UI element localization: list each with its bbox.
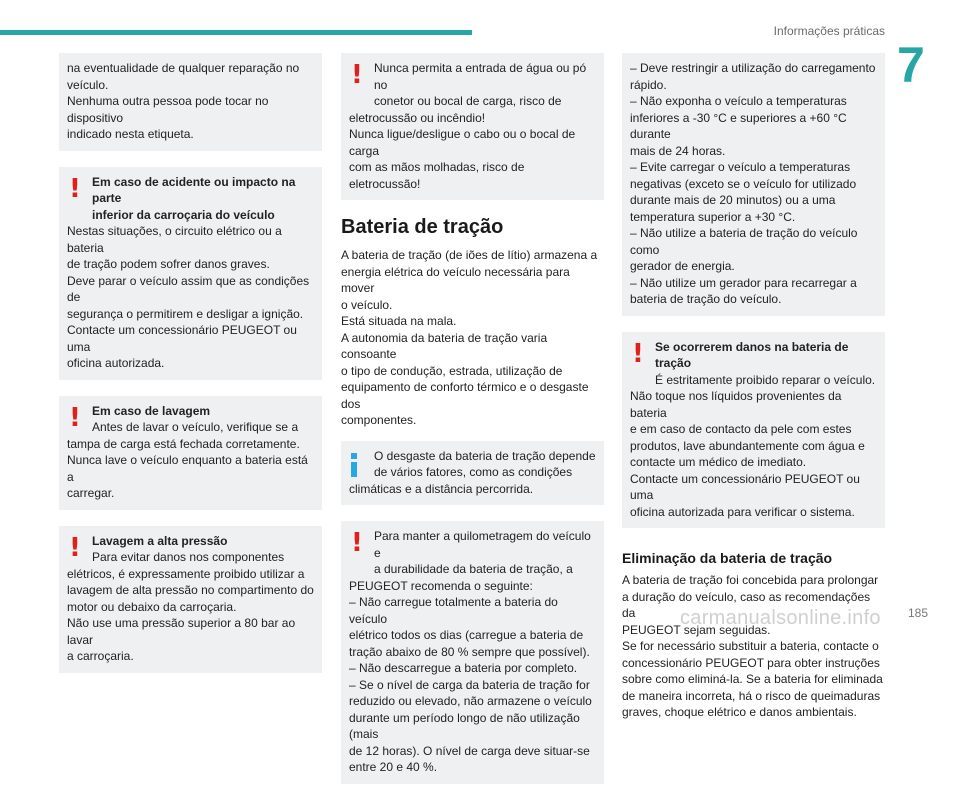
text-line: na eventualidade de qualquer reparação no <box>67 61 300 75</box>
warning-box-accident <box>59 167 322 380</box>
section-title: Informações práticas <box>773 24 885 38</box>
paragraph <box>622 572 885 721</box>
text-line: oficina autorizada para verificar o sistema. <box>630 504 855 519</box>
chapter-number: 7 <box>897 37 925 93</box>
text-line: Contacte um concessionário PEUGEOT ou uma <box>630 471 860 502</box>
text-line: elétrico todos os dias (carregue a bateria de <box>349 628 584 642</box>
text-line: – Evite carregar o veículo a temperaturas <box>630 160 851 174</box>
text-line: reduzido ou elevado, não armazene o veículo <box>349 694 592 708</box>
text-line: temperatura superior a +30 °C. <box>630 209 796 224</box>
warning-exclamation-icon: ! <box>69 532 81 563</box>
text-line: entre 20 e 40 %. <box>349 760 438 774</box>
text-line: Está situada na mala. <box>341 314 457 328</box>
info-icon <box>351 453 357 477</box>
text-line: Se for necessário substituir a bateria, contacte o <box>622 639 879 653</box>
text-line: mais de 24 horas. <box>630 143 726 158</box>
text-line: o veículo. <box>341 297 393 312</box>
text-line: negativas (exceto se o veículo for utilizado <box>630 176 857 191</box>
text-line: Para manter a quilometragem do veículo e <box>374 529 591 560</box>
warning-box-water <box>341 53 604 200</box>
text-line: lavagem de alta pressão no compartimento do <box>67 583 314 597</box>
warning-exclamation-icon: ! <box>69 402 81 433</box>
text-line: produtos, lave abundantemente com água e <box>630 438 865 453</box>
text-line: eletrocussão ou incêndio! <box>349 110 486 125</box>
text-line: a duração do veículo, caso as recomendações da <box>622 589 871 620</box>
warning-box-washing <box>59 396 322 510</box>
text-line: de 12 horas). O nível de carga deve situar-se <box>349 743 590 758</box>
text-line: de vários fatores, como as condições <box>374 465 573 479</box>
text-line: Para evitar danos nos componentes <box>92 550 285 564</box>
text-line: a carroçaria. <box>67 649 134 663</box>
note-box-label-info <box>59 53 322 151</box>
text-line: componentes. <box>341 413 417 427</box>
text-line: durante mais de 20 minutos) ou a uma <box>630 193 836 207</box>
text-line: segurança o permitirem e desligar a ignição. <box>67 306 304 321</box>
text-line: – Se o nível de carga da bateria de tração for <box>349 677 590 692</box>
text-line: rápido. <box>630 77 667 92</box>
text-line: Nunca ligue/desligue o cabo ou o bocal de carga <box>349 127 576 158</box>
text-line: – Não utilize um gerador para recarregar a <box>630 275 857 290</box>
text-line: graves, choque elétrico e danos ambientais. <box>622 705 857 719</box>
page-number: 185 <box>907 606 928 620</box>
text-line: e em caso de contacto da pele com estes <box>630 422 852 436</box>
text-line: Não use uma pressão superior a 80 bar ao lavar <box>67 616 296 647</box>
warning-box-mileage <box>341 521 604 784</box>
text-line: elétricos, é expressamente proibido utilizar a <box>67 566 305 581</box>
text-line: carregar. <box>67 486 115 500</box>
text-line: Nunca permita a entrada de água ou pó no <box>374 61 587 92</box>
text-line: climáticas e a distância percorrida. <box>349 481 534 496</box>
text-line: Contacte um concessionário PEUGEOT ou uma <box>67 323 297 354</box>
text-line: contacte um médico de imediato. <box>630 455 807 469</box>
watermark: carmanualsonline.info <box>680 607 881 629</box>
info-box-wear <box>341 441 604 506</box>
header-accent-bar <box>0 30 472 35</box>
text-line: – Não carregue totalmente a bateria do veículo <box>349 595 558 626</box>
text-line: de maneira incorreta, há o risco de queimaduras <box>622 688 881 703</box>
column-3 <box>622 53 885 733</box>
text-line: O desgaste da bateria de tração depende <box>374 448 596 463</box>
warning-title: Em caso de acidente ou impacto na parte <box>92 174 296 205</box>
warning-title: Lavagem a alta pressão <box>92 533 228 548</box>
note-box-recommendations <box>622 53 885 316</box>
text-line: – Não exponha o veículo a temperaturas <box>630 94 847 108</box>
warning-box-battery-damage <box>622 332 885 529</box>
text-line: É estritamente proibido reparar o veículo. <box>655 372 876 387</box>
text-line: oficina autorizada. <box>67 356 165 370</box>
text-line: – Não descarregue a bateria por completo. <box>349 661 578 675</box>
text-line: – Deve restringir a utilização do carregamento <box>630 61 876 75</box>
text-line: A bateria de tração (de iões de lítio) armazena a <box>341 248 598 262</box>
warning-title: Se ocorrerem danos na bateria de tração <box>655 339 849 370</box>
text-line: PEUGEOT sejam seguidas. <box>622 622 771 637</box>
text-line: gerador de energia. <box>630 259 735 273</box>
text-line: Antes de lavar o veículo, verifique se a <box>92 420 299 434</box>
text-line: Nenhuma outra pessoa pode tocar no dispositivo <box>67 94 269 125</box>
text-line: Nunca lave o veículo enquanto a bateria está a <box>67 453 308 484</box>
text-line: concessionário PEUGEOT para obter instruções <box>622 655 880 670</box>
column-1 <box>59 53 322 689</box>
text-line: motor ou debaixo da carroçaria. <box>67 599 237 614</box>
text-line: durante um período longo de não utilização (mais <box>349 710 580 741</box>
text-line: Não toque nos líquidos provenientes da bateria <box>630 389 842 420</box>
subsection-heading: Eliminação da bateria de tração <box>622 550 833 566</box>
paragraph <box>341 247 604 429</box>
warning-box-high-pressure <box>59 526 322 673</box>
warning-exclamation-icon: ! <box>351 528 363 558</box>
warning-title: Em caso de lavagem <box>92 403 211 418</box>
text-line: a durabilidade da bateria de tração, a <box>374 562 573 576</box>
warning-exclamation-icon: ! <box>632 338 644 369</box>
text-line: com as mãos molhadas, risco de eletrocussão! <box>349 160 525 191</box>
text-line: Nestas situações, o circuito elétrico ou a bateria <box>67 224 282 255</box>
text-line: bateria de tração do veículo. <box>630 292 782 306</box>
warning-title: inferior da carroçaria do veículo <box>92 207 275 222</box>
warning-exclamation-icon: ! <box>351 60 363 90</box>
text-line: indicado nesta etiqueta. <box>67 127 194 141</box>
text-line: PEUGEOT recomenda o seguinte: <box>349 578 533 593</box>
text-line: energia elétrica do veículo necessária para mover <box>341 264 570 295</box>
text-line: A bateria de tração foi concebida para prolongar <box>622 573 879 587</box>
text-line: inferiores a -30 °C e superiores a +60 °C durante <box>630 110 847 141</box>
text-line: sobre como eliminá-la. Se a bateria for eliminada <box>622 672 883 686</box>
text-line: de tração podem sofrer danos graves. <box>67 257 270 271</box>
text-line: veículo. <box>67 77 109 92</box>
text-line: – Não utilize a bateria de tração do veículo como <box>630 226 858 257</box>
text-line: tampa de carga está fechada corretamente. <box>67 436 300 451</box>
text-line: o tipo de condução, estrada, utilização de <box>341 363 563 378</box>
section-heading: Bateria de tração <box>341 216 504 238</box>
text-line: Deve parar o veículo assim que as condições de <box>67 273 310 304</box>
text-line: A autonomia da bateria de tração varia consoante <box>341 330 548 361</box>
text-line: conetor ou bocal de carga, risco de <box>374 94 562 108</box>
text-line: equipamento de conforto térmico e o desgaste dos <box>341 380 589 411</box>
warning-exclamation-icon: ! <box>69 173 81 204</box>
column-2 <box>341 53 604 800</box>
text-line: tração abaixo de 80 % sempre que possível). <box>349 644 590 659</box>
